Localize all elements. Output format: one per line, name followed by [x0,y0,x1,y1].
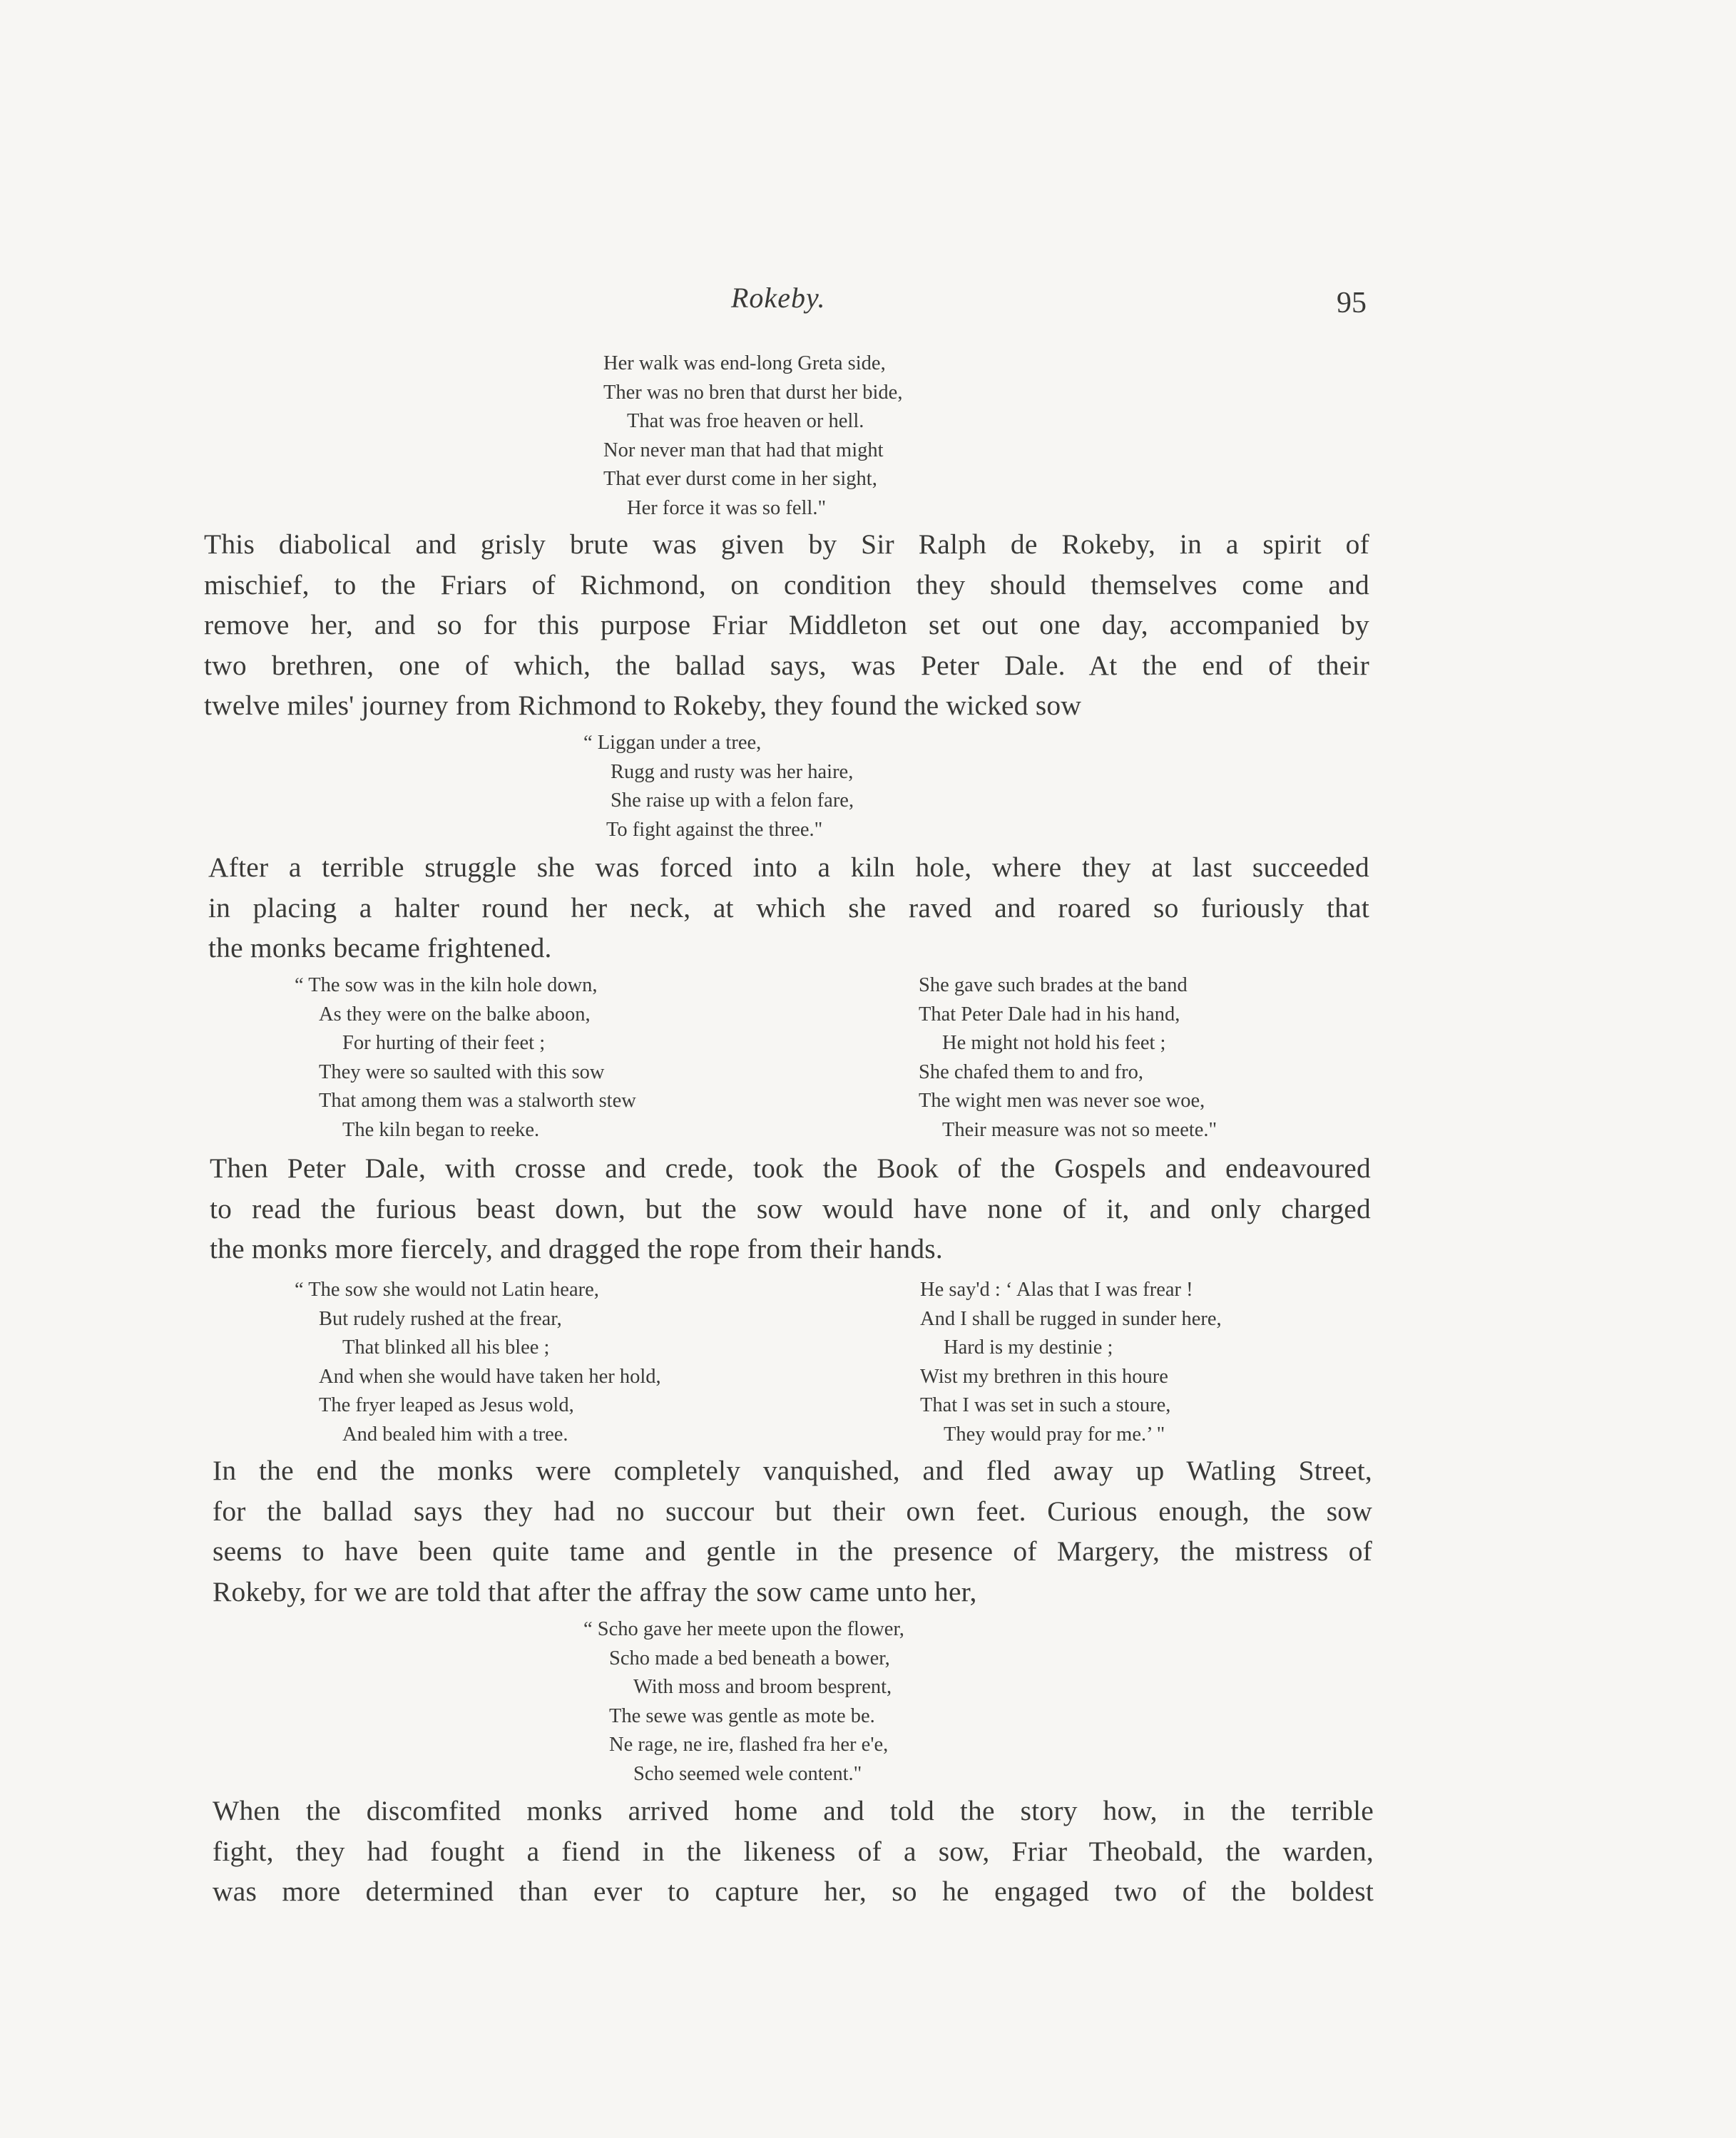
prose-line: twelve miles' journey from Richmond to Rokeby, they found the wicked sow [204,690,1082,722]
verse-block-3-left [295,971,636,1145]
prose-line: fight, they had fought a fiend in the likeness of a sow, Friar Theobald, the warden, [213,1835,1374,1867]
verse-line: That blinked all his blee ; [342,1336,550,1359]
verse-block-5 [583,1615,904,1789]
verse-line: Wist my brethren in this houre [920,1365,1168,1388]
verse-block-3-right [919,971,1217,1145]
prose-line: for the ballad says they had no succour but their own feet. Curious enough, the sow [213,1495,1372,1527]
prose-line: was more determined than ever to capture her, so he engaged two of the boldest [213,1876,1374,1908]
verse-line: That was froe heaven or hell. [627,410,864,432]
prose-line: in placing a halter round her neck, at which she raved and roared so furiously that [208,891,1369,924]
prose-line: Rokeby, for we are told that after the affray the sow came unto her, [213,1575,977,1607]
verse-line: And bealed him with a tree. [342,1423,568,1446]
verse-line: “ The sow was in the kiln hole down, [295,974,598,996]
verse-line: That ever durst come in her sight, [603,468,877,490]
paragraph-1 [204,524,1369,726]
verse-line: She raise up with a felon fare, [611,789,854,812]
verse-line: And when she would have taken her hold, [319,1365,661,1388]
prose-line: Then Peter Dale, with crosse and crede, took the Book of the Gospels and endeavoured [210,1152,1371,1184]
verse-line: As they were on the balke aboon, [319,1003,591,1025]
verse-line: But rudely rushed at the frear, [319,1307,562,1330]
verse-block-2 [583,729,854,844]
verse-line: Her force it was so fell." [627,496,827,519]
prose-line: In the end the monks were completely vanquished, and fled away up Watling Street, [213,1455,1372,1486]
verse-block-4-left [295,1276,661,1449]
page-number: 95 [1337,287,1367,319]
verse-line: They were so saulted with this sow [319,1060,605,1083]
verse-line: The wight men was never soe woe, [919,1090,1205,1112]
verse-line: That I was set in such a stoure, [920,1394,1171,1416]
verse-line: To fight against the three." [606,818,823,841]
running-title: Rokeby. [731,282,826,314]
verse-line: Their measure was not so meete." [942,1118,1217,1141]
verse-line: He say'd : ‘ Alas that I was frear ! [920,1279,1193,1301]
prose-line: two brethren, one of which, the ballad says, was Peter Dale. At the end of their [204,649,1369,681]
prose-line: This diabolical and grisly brute was given by Sir Ralph de Rokeby, in a spirit of [204,528,1369,560]
verse-block-1 [603,349,902,523]
verse-line: The sewe was gentle as mote be. [609,1704,875,1727]
verse-line: “ The sow she would not Latin heare, [295,1279,599,1301]
verse-line: “ Scho gave her meete upon the flower, [583,1618,904,1640]
verse-line: She chafed them to and fro, [919,1060,1143,1083]
verse-block-4-right [920,1276,1222,1449]
verse-line: She gave such brades at the band [919,974,1188,996]
prose-line: remove her, and so for this purpose Friar Middleton set out one day, accompanied by [204,609,1369,641]
verse-line: That Peter Dale had in his hand, [919,1003,1180,1025]
prose-line: When the discomfited monks arrived home and told the story how, in the terrible [213,1795,1374,1826]
verse-line: The fryer leaped as Jesus wold, [319,1394,574,1416]
verse-line: Scho made a bed beneath a bower, [609,1647,890,1669]
verse-line: Her walk was end-long Greta side, [603,352,886,374]
verse-line: Ne rage, ne ire, flashed fra her e'e, [609,1734,889,1756]
verse-line: Scho seemed wele content." [633,1762,862,1785]
verse-line: They would pray for me.’ " [944,1423,1165,1446]
verse-line: For hurting of their feet ; [342,1032,546,1054]
verse-line: And I shall be rugged in sunder here, [920,1307,1222,1330]
paragraph-4 [213,1451,1372,1612]
verse-line: That among them was a stalworth stew [319,1090,636,1112]
verse-line: Ther was no bren that durst her bide, [603,381,903,404]
verse-line: “ Liggan under a tree, [583,732,762,754]
paragraph-2 [208,847,1369,968]
verse-line: The kiln began to reeke. [342,1118,540,1141]
verse-line: With moss and broom besprent, [633,1676,892,1698]
prose-line: seems to have been quite tame and gentle in the presence of Margery, the mistress of [213,1535,1372,1567]
verse-line: Hard is my destinie ; [944,1336,1113,1359]
prose-line: to read the furious beast down, but the sow would have none of it, and only charged [210,1192,1371,1224]
prose-line: the monks became frightened. [208,932,552,964]
prose-line: mischief, to the Friars of Richmond, on condition they should themselves come and [204,568,1369,600]
prose-line: After a terrible struggle she was forced into a kiln hole, where they at last succeeded [208,851,1369,883]
prose-line: the monks more fiercely, and dragged the rope from their hands. [210,1233,943,1265]
verse-line: He might not hold his feet ; [942,1032,1166,1054]
paragraph-5 [213,1791,1374,1912]
verse-line: Nor never man that had that might [603,439,884,461]
verse-line: Rugg and rusty was her haire, [611,760,854,783]
paragraph-3 [210,1148,1371,1269]
